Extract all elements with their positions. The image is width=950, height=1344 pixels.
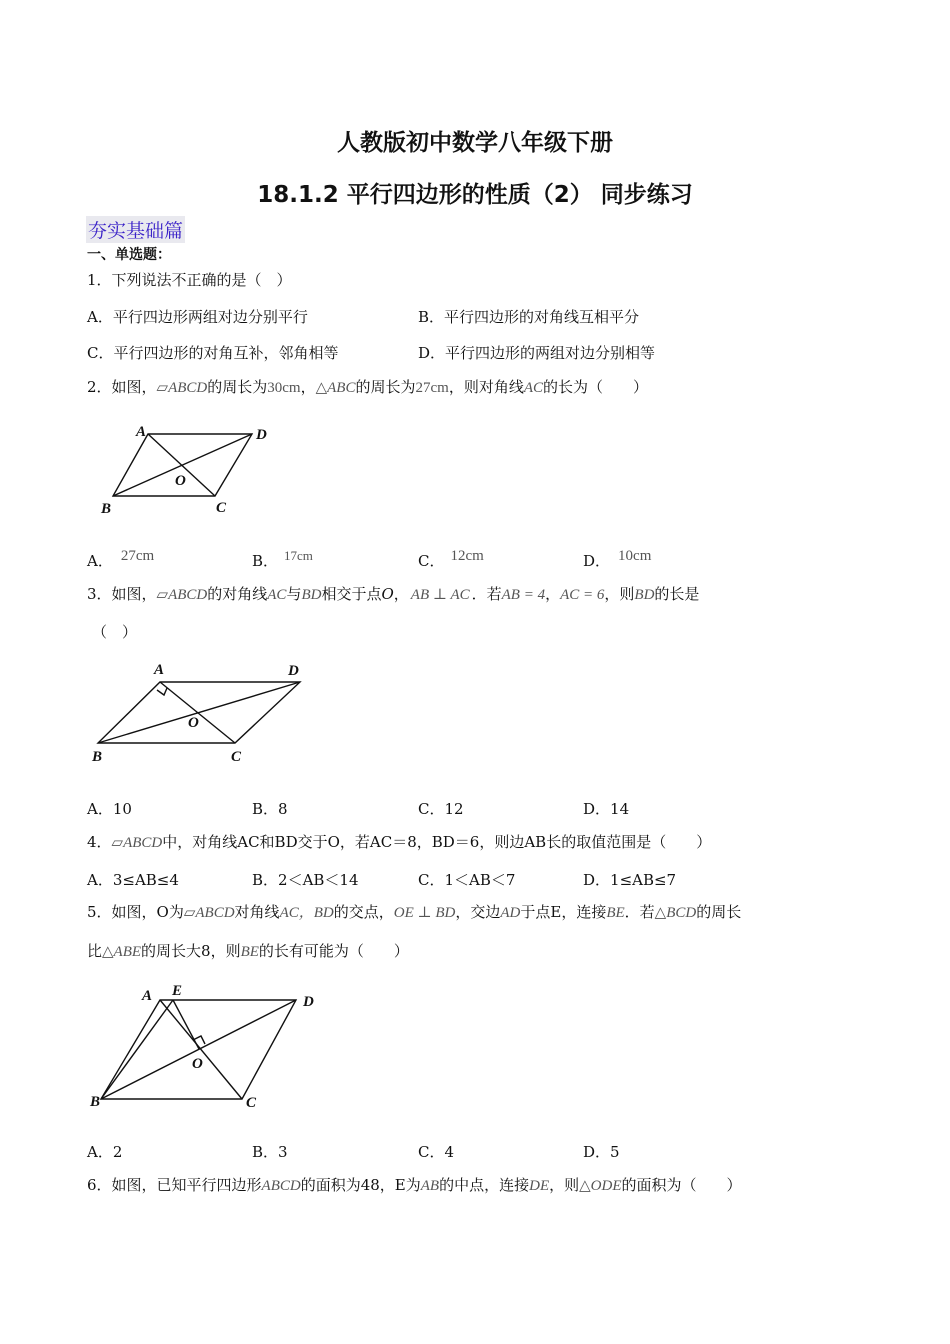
q2-math: 27cm: [415, 380, 449, 396]
option-value: 27cm: [120, 548, 155, 564]
label-c: C: [246, 1095, 257, 1111]
q5-math: BE: [240, 944, 259, 960]
label-d: D: [303, 994, 314, 1010]
q2-text: 的长为（ ）: [543, 378, 649, 396]
option-value: 10cm: [618, 548, 652, 564]
label-b: B: [92, 749, 103, 765]
q3-math: AC = 6: [560, 587, 605, 603]
q4-text: 4．: [87, 833, 112, 851]
q6-math: ABCD: [261, 1178, 301, 1194]
q2-text: ，: [300, 378, 316, 396]
subheading: 一、单选题：: [87, 247, 171, 263]
q1-option-b: B．平行四边形的对角线互相平分: [418, 308, 640, 326]
q5-option-d: D．5: [583, 1143, 620, 1161]
question-1: 1．下列说法不正确的是（ ）: [87, 271, 292, 289]
q3-math: ▱ABCD: [156, 587, 208, 603]
q3-math: AB ⊥ AC: [410, 587, 470, 603]
label-d: D: [256, 427, 267, 443]
q3-option-d: D．14: [583, 800, 630, 818]
q5-math: AD: [500, 905, 521, 921]
label-e: E: [172, 983, 183, 999]
option-value: 12cm: [450, 548, 484, 564]
q2-figure: [95, 420, 285, 520]
q3-text: ．若: [471, 585, 502, 603]
q1-option-a: A．平行四边形两组对边分别平行: [87, 308, 308, 326]
q3-math: BD: [301, 587, 322, 603]
q3-paren: （ ）: [92, 623, 138, 641]
diagonal-ac: [160, 1000, 242, 1099]
q2-math: ▱ABCD: [156, 380, 208, 396]
question-6: [87, 1175, 742, 1196]
q6-text: 的中点，连接: [439, 1176, 530, 1194]
label-c: C: [231, 749, 242, 765]
q2-option-b: [252, 550, 313, 571]
option-value: 17cm: [284, 548, 313, 563]
q5-text: 的交点，: [333, 903, 394, 921]
q3-text: 的对角线: [207, 585, 268, 603]
question-5-line2: [87, 941, 409, 962]
q5-text: 于点E，连接: [520, 903, 607, 921]
option-letter: B．: [252, 552, 279, 570]
option-letter: A．: [87, 552, 113, 570]
q2-text: ，则对角线: [448, 378, 524, 396]
q2-text: 的周长为: [207, 378, 268, 396]
q3-point: O: [381, 585, 394, 603]
option-letter: D．: [583, 552, 611, 570]
q2-math: △ABC: [315, 380, 356, 396]
q3-text: ，: [393, 585, 409, 603]
q3-math: AB = 4: [501, 587, 546, 603]
q4-math: ▱ABCD: [111, 835, 163, 851]
question-4: [87, 832, 711, 853]
q4-option-b: B．2＜AB＜14: [252, 871, 359, 889]
page-title: 人教版初中数学八年级下册: [337, 130, 613, 156]
q2-option-a: [87, 550, 154, 571]
question-2: [87, 377, 648, 398]
q5-text: 比: [87, 942, 103, 960]
q5-text: ．若: [624, 903, 655, 921]
q3-figure: [88, 655, 318, 770]
q2-math: AC: [523, 380, 544, 396]
q6-math: DE: [529, 1178, 550, 1194]
q5-text: ，交边: [455, 903, 501, 921]
q4-text: 中，对角线AC和BD交于O，若AC＝8，BD＝6，则边AB长的取值范围是（ ）: [162, 833, 712, 851]
page-subtitle: 18.1.2 平行四边形的性质（2） 同步练习: [257, 182, 693, 208]
q3-option-b: B．8: [252, 800, 288, 818]
q6-math: AB: [420, 1178, 440, 1194]
q5-text: 的周长大8，则: [141, 942, 241, 960]
q6-math: △ODE: [579, 1178, 622, 1194]
q5-math: OE ⊥ BD: [393, 905, 456, 921]
question-3: [87, 584, 699, 605]
q1-option-c: C．平行四边形的对角互补，邻角相等: [87, 344, 339, 362]
q2-text: 的周长为: [355, 378, 416, 396]
q3-text: 的长是: [654, 585, 700, 603]
q2-option-d: [583, 550, 651, 571]
label-o: O: [175, 473, 186, 489]
q4-option-a: A．3≤AB≤4: [87, 871, 179, 889]
q3-text: 3．如图，: [87, 585, 157, 603]
q5-text: 的长有可能为（ ）: [258, 942, 409, 960]
q6-text: 的面积为（ ）: [621, 1176, 742, 1194]
q5-text: 的周长: [696, 903, 742, 921]
question-5: [87, 902, 741, 923]
label-b: B: [101, 501, 112, 517]
q3-text: ，: [545, 585, 561, 603]
q2-option-c: [418, 550, 484, 571]
q3-math: AC: [267, 587, 287, 603]
q5-text: 对角线: [234, 903, 280, 921]
label-b: B: [90, 1094, 101, 1110]
q4-option-d: D．1≤AB≤7: [583, 871, 677, 889]
label-a: A: [136, 424, 147, 440]
q5-figure: [85, 978, 325, 1113]
label-c: C: [216, 500, 227, 516]
section-heading: 夯实基础篇: [86, 216, 185, 243]
q5-option-c: C．4: [418, 1143, 455, 1161]
right-angle-mark: [157, 688, 167, 695]
q5-math: △ABE: [102, 944, 142, 960]
q2-text: 2．如图，: [87, 378, 157, 396]
q5-option-a: A．2: [87, 1143, 123, 1161]
q5-math: △BCD: [654, 905, 697, 921]
segment-eo: [173, 1000, 199, 1049]
q5-math: AC，BD: [279, 905, 334, 921]
q5-option-b: B．3: [252, 1143, 288, 1161]
segment-be: [101, 1000, 173, 1099]
q3-text: 与: [286, 585, 302, 603]
q6-text: ，则: [549, 1176, 580, 1194]
q3-text: 相交于点: [321, 585, 382, 603]
label-a: A: [142, 988, 153, 1004]
q6-text: 6．如图，已知平行四边形: [87, 1176, 262, 1194]
q3-text: ，则: [604, 585, 635, 603]
label-a: A: [154, 662, 165, 678]
q5-math: ▱ABCD: [183, 905, 235, 921]
q3-option-c: C．12: [418, 800, 464, 818]
q2-math: 30cm: [267, 380, 301, 396]
q3-option-a: A．10: [87, 800, 132, 818]
option-letter: C．: [418, 552, 445, 570]
label-o: O: [192, 1056, 203, 1072]
q5-math: BE: [606, 905, 625, 921]
q5-text: 5．如图，O为: [87, 903, 184, 921]
label-o: O: [188, 715, 199, 731]
q6-text: 的面积为48，E为: [300, 1176, 421, 1194]
q1-option-d: D．平行四边形的两组对边分别相等: [418, 344, 656, 362]
label-d: D: [288, 663, 299, 679]
q4-option-c: C．1＜AB＜7: [418, 871, 516, 889]
q3-math: BD: [634, 587, 655, 603]
